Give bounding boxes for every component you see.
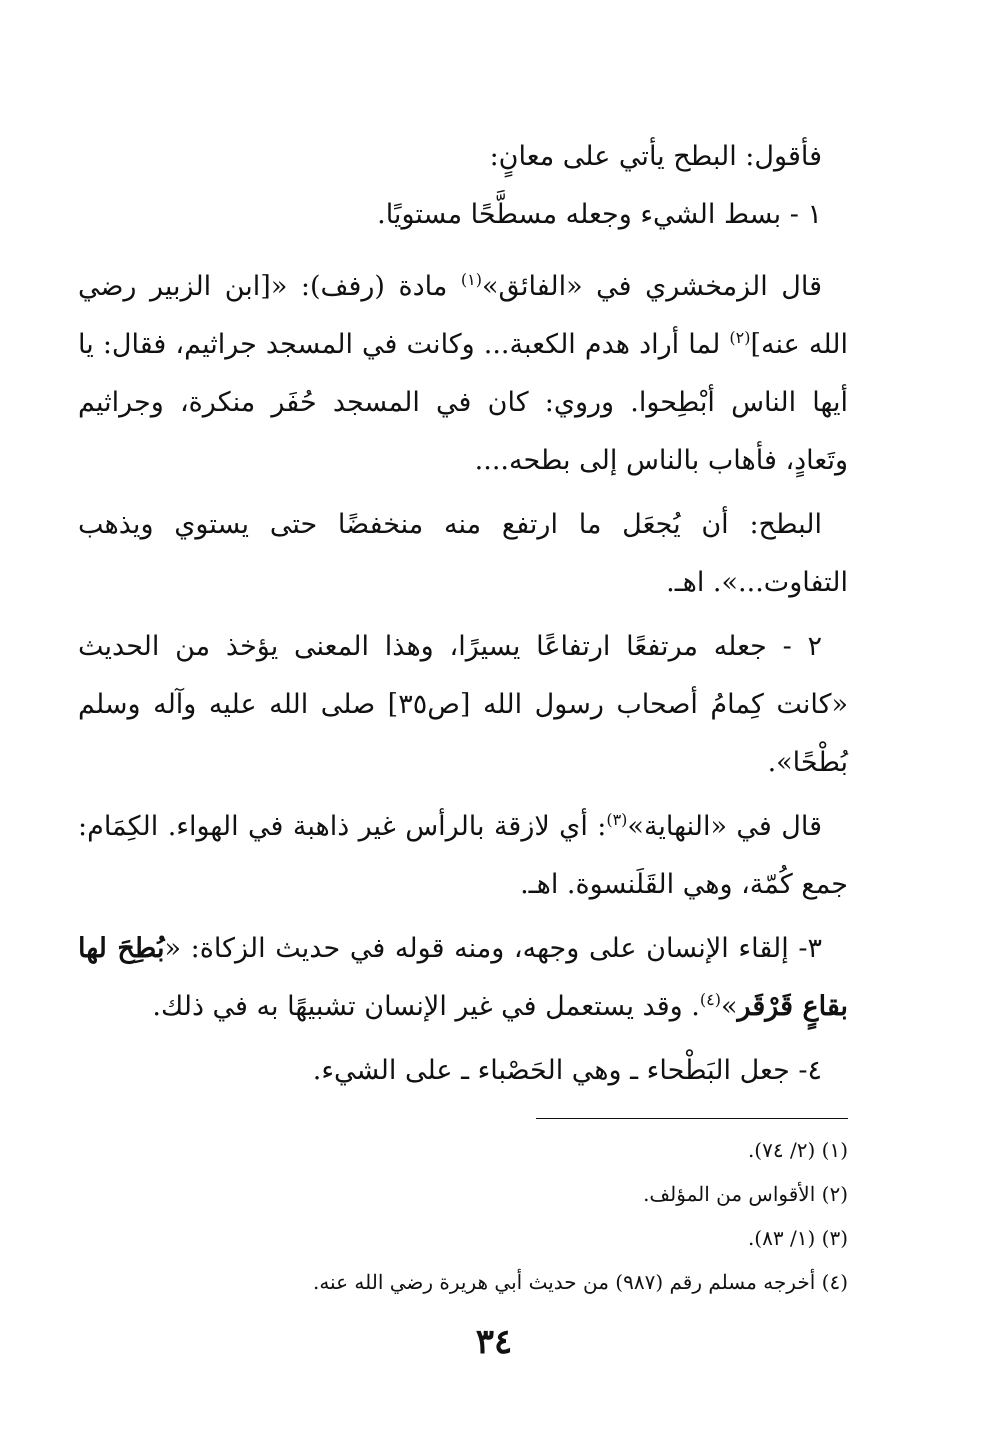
nihaya-text-b: : أي لازقة بالرأس غير ذاهبة في الهواء. الكِمَام: جمع كُمّة، وهي القَلَنسوة. اهـ. [78, 811, 848, 900]
zakat-hadith-quote: بُطِحَ لها بقاعٍ قَرْقَر [78, 933, 848, 1022]
footnote-4-text: أخرجه مسلم رقم (٩٨٧) من حديث أبي هريرة رضي الله عنه. [312, 1270, 816, 1294]
page-number: ٣٤ [475, 1322, 513, 1362]
bath-definition-paragraph: البطح: أن يُجعَل ما ارتفع منه منخفضًا حتى يستوي ويذهب التفاوت...». اهـ. [78, 509, 848, 598]
footnote-ref-4: (٤) [699, 990, 721, 1009]
zamakhshari-text-c: لما أراد هدم الكعبة... وكانت في المسجد جراثيم، فقال: يا أيها الناس أبْطِحوا. وروي: كان في المسجد حُفَر منكرة، وجراثيم وتَعادٍ، فأهاب بالناس إلى بطحه.... [78, 329, 848, 476]
footnote-4-num: (٤) [821, 1270, 848, 1294]
footnote-2-num: (٢) [821, 1182, 848, 1206]
footnote-3-text: (١/ ٨٣). [747, 1226, 816, 1250]
footnote-ref-1: (١) [460, 270, 482, 289]
page-body [78, 128, 848, 1100]
footnote-1-text: (٢/ ٧٤). [747, 1138, 816, 1162]
footnotes [198, 1128, 848, 1304]
zamakhshari-paragraph [78, 258, 848, 490]
footnote-2 [198, 1172, 848, 1216]
meaning-3-text-c: . وقد يستعمل في غير الإنسان تشبيهًا به في ذلك. [152, 991, 700, 1022]
meaning-3-text-b: » [720, 991, 738, 1022]
footnote-3 [198, 1216, 848, 1260]
meaning-3-text-a: ٣- إلقاء الإنسان على وجهه، ومنه قوله في حديث الزكاة: « [164, 933, 823, 964]
footnote-ref-3: (٣) [606, 810, 628, 829]
footnote-3-num: (٣) [821, 1226, 848, 1250]
meaning-1: ١ - بسط الشيء وجعله مسطَّحًا مستويًا. [377, 199, 822, 230]
nihaya-text-a: قال في «النهاية» [627, 811, 822, 842]
footnote-4 [198, 1260, 848, 1304]
footnote-2-text: الأقواس من المؤلف. [643, 1182, 816, 1206]
meaning-3 [78, 920, 848, 1036]
zamakhshari-text-b: مادة (رفف): «[ابن الزبير رضي الله عنه] [78, 271, 848, 360]
intro-line: فأقول: البطح يأتي على معانٍ: [489, 141, 822, 172]
nihaya-paragraph [78, 798, 848, 914]
footnote-separator [536, 1118, 848, 1119]
footnote-1 [198, 1128, 848, 1172]
meaning-2: ٢ - جعله مرتفعًا ارتفاعًا يسيرًا، وهذا المعنى يؤخذ من الحديث «كانت كِمامُ أصحاب رسول الله [ص٣٥] صلى الله عليه وآله وسلم بُطْحًا». [78, 631, 848, 778]
zamakhshari-text-a: قال الزمخشري في «الفائق» [481, 271, 822, 302]
meaning-4: ٤- جعل البَطْحاء ـ وهي الحَصْباء ـ على الشيء. [312, 1055, 822, 1086]
footnote-ref-2: (٢) [729, 328, 751, 347]
footnote-1-num: (١) [821, 1138, 848, 1162]
